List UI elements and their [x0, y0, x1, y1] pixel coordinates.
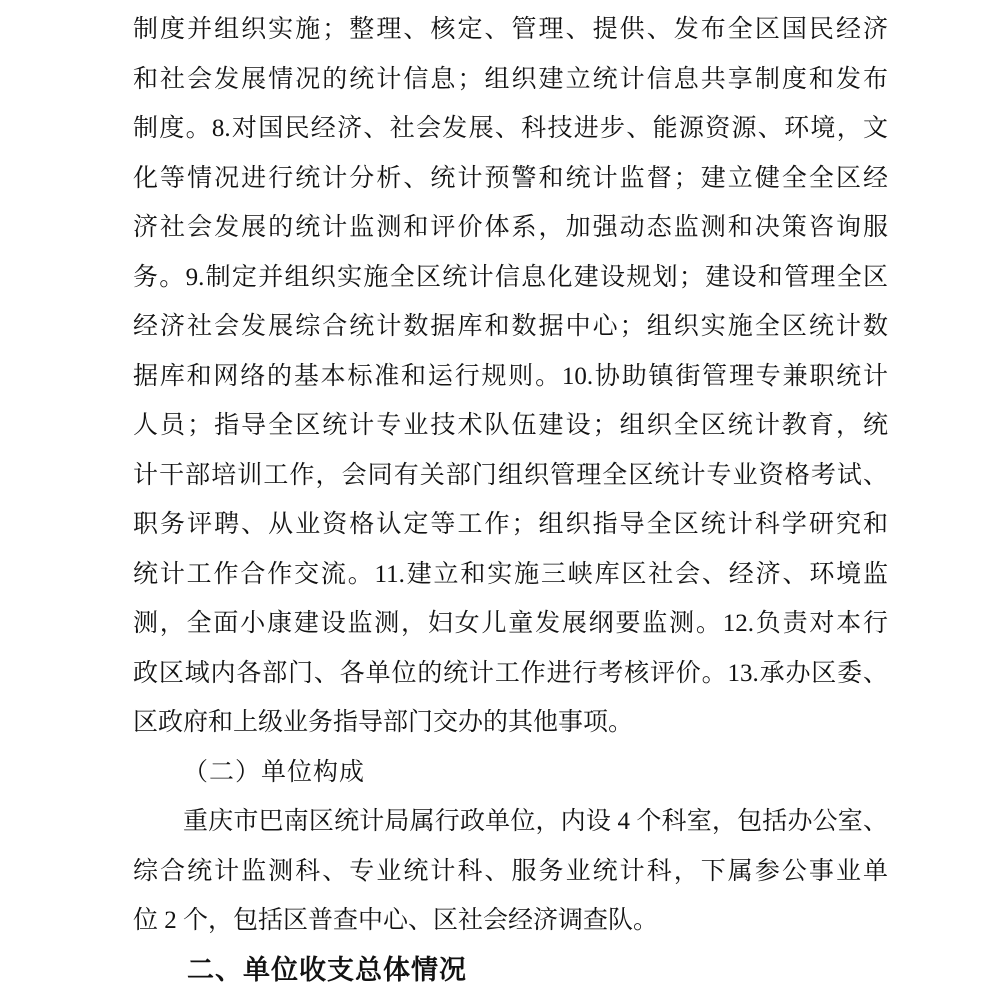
paragraph-line: 测，全面小康建设监测，妇女儿童发展纲要监测。12.负责对本行 [133, 610, 888, 637]
paragraph-line: 综合统计监测科、专业统计科、服务业统计科，下属参公事业单 [133, 857, 888, 885]
paragraph-line: 和社会发展情况的统计信息；组织建立统计信息共享制度和发布 [133, 65, 888, 93]
paragraph-line: 职务评聘、从业资格认定等工作；组织指导全区统计科学研究和 [133, 511, 888, 538]
paragraph-line: 制度。8.对国民经济、社会发展、科技进步、能源资源、环境，文 [133, 115, 888, 142]
paragraph-line: 位 2 个，包括区普查中心、区社会经济调查队。 [133, 907, 659, 934]
paragraph-line: 务。9.制定并组织实施全区统计信息化建设规划；建设和管理全区 [133, 263, 888, 291]
paragraph-line: 区政府和上级业务指导部门交办的其他事项。 [133, 709, 634, 736]
paragraph-line: 经济社会发展综合统计数据库和数据中心；组织实施全区统计数 [133, 313, 888, 340]
paragraph-line: 重庆市巴南区统计局属行政单位，内设 4 个科室，包括办公室、 [183, 808, 888, 835]
paragraph-line: 据库和网络的基本标准和运行规则。10.协助镇街管理专兼职统计 [133, 362, 888, 390]
paragraph-line: 人员；指导全区统计专业技术队伍建设；组织全区统计教育，统 [133, 412, 888, 439]
heading-unit-revenue-expenditure-overview: 二、单位收支总体情况 [187, 954, 467, 985]
paragraph-line: 化等情况进行统计分析、统计预警和统计监督；建立健全全区经 [133, 164, 888, 192]
paragraph-line: 制度并组织实施；整理、核定、管理、提供、发布全区国民经济 [133, 16, 888, 43]
paragraph-line: 计干部培训工作，会同有关部门组织管理全区统计专业资格考试、 [133, 461, 888, 489]
paragraph-line: 济社会发展的统计监测和评价体系，加强动态监测和决策咨询服 [133, 214, 888, 241]
paragraph-line: 统计工作合作交流。11.建立和实施三峡库区社会、经济、环境监 [133, 560, 888, 588]
section-heading-unit-composition: （二）单位构成 [183, 758, 366, 786]
paragraph-line: 政区域内各部门、各单位的统计工作进行考核评价。13.承办区委、 [133, 659, 888, 687]
